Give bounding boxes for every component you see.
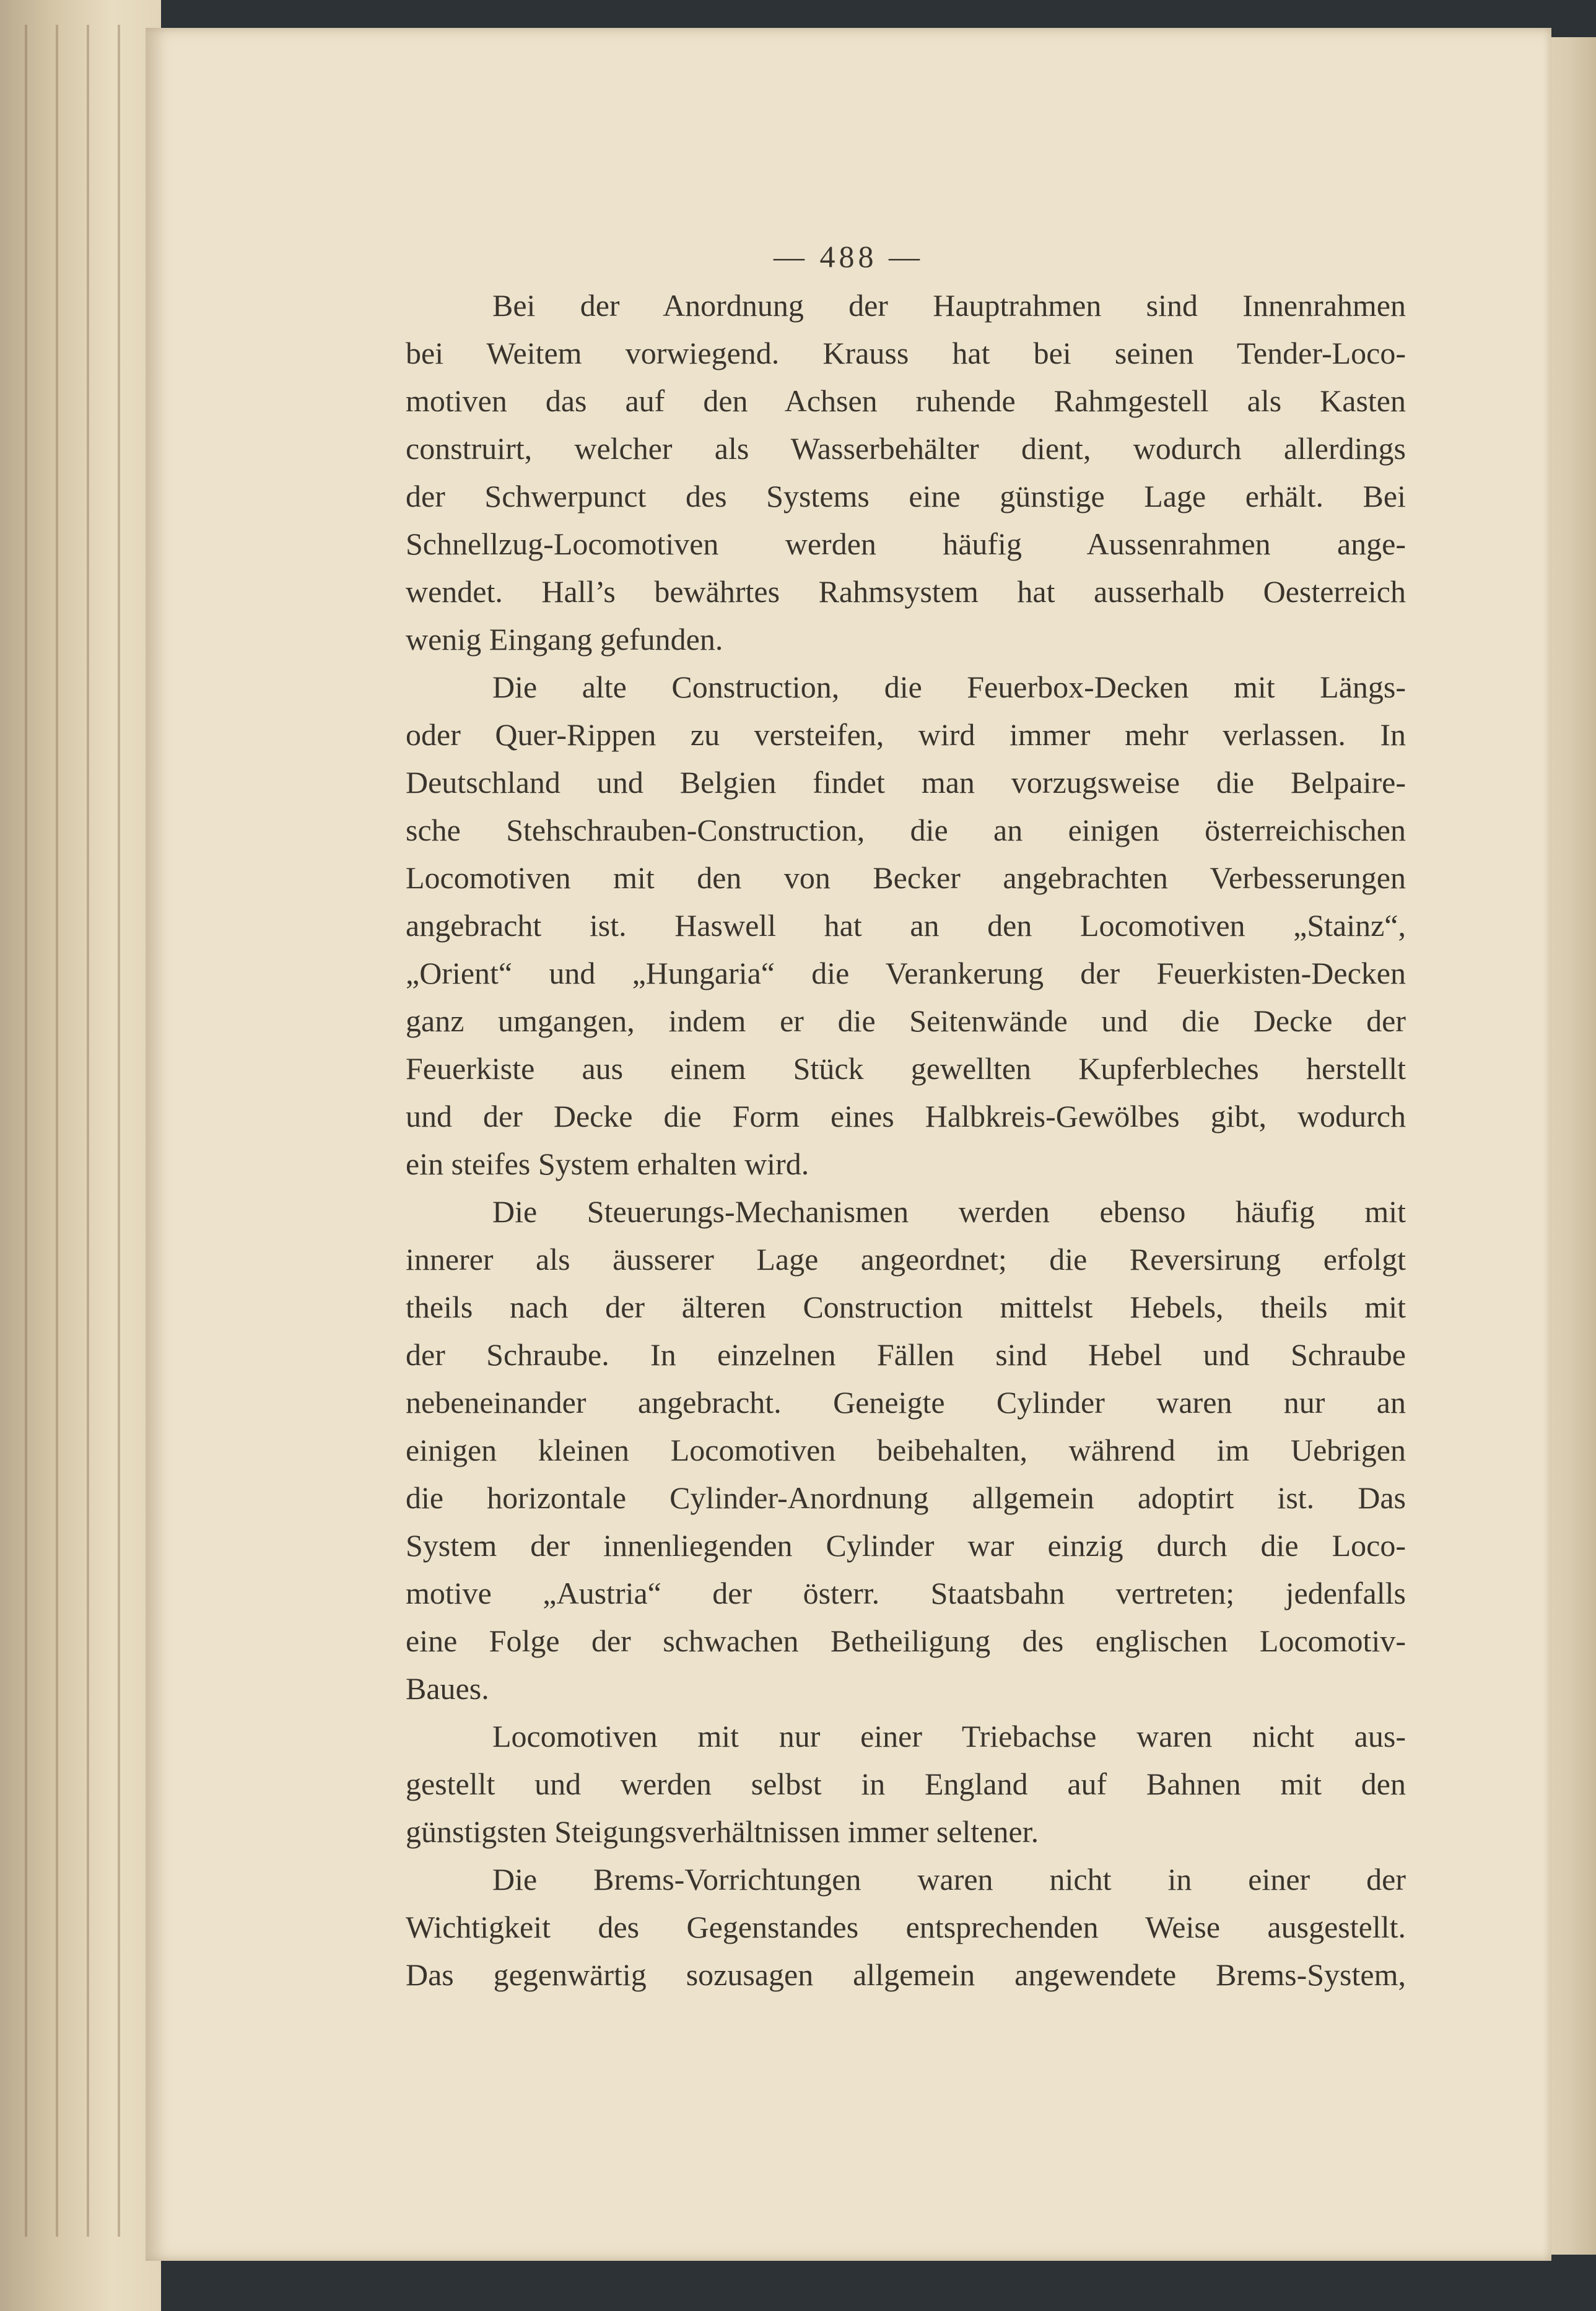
text-line: Bei der Anordnung der Hauptrahmen sind Innenrahmen (492, 288, 1406, 323)
body-text (406, 282, 1406, 1999)
text-line: theils nach der älteren Construction mittelst Hebels, theils mit (406, 1290, 1406, 1324)
text-line: motive „Austria“ der österr. Staatsbahn vertreten; jedenfalls (406, 1576, 1406, 1610)
page-number: — 488 — (774, 239, 923, 274)
text-line: System der innenliegenden Cylinder war einzig durch die Loco- (406, 1528, 1406, 1563)
text-line: nebeneinander angebracht. Geneigte Cylinder waren nur an (406, 1385, 1406, 1420)
text-line: motiven das auf den Achsen ruhende Rahmgestell als Kasten (406, 383, 1406, 418)
paragraph (406, 1188, 1406, 1713)
text-line: innerer als äusserer Lage angeordnet; die Reversirung erfolgt (406, 1242, 1406, 1277)
book-page-stack-left (0, 0, 161, 2311)
text-line: Die Brems-Vorrichtungen waren nicht in einer der (492, 1862, 1406, 1897)
text-line: bei Weitem vorwiegend. Krauss hat bei seinen Tender-Loco- (406, 336, 1406, 370)
text-line: angebracht ist. Haswell hat an den Locomotiven „Stainz“, (406, 908, 1406, 943)
text-line: gestellt und werden selbst in England auf Bahnen mit den (406, 1767, 1406, 1801)
text-line: Die Steuerungs-Mechanismen werden ebenso häufig mit (492, 1194, 1406, 1229)
text-line: Feuerkiste aus einem Stück gewellten Kupferbleches herstellt (406, 1051, 1406, 1086)
text-line: der Schraube. In einzelnen Fällen sind Hebel und Schraube (406, 1337, 1406, 1372)
paragraph (406, 1713, 1406, 1856)
text-line: ein steifes System erhalten wird. (406, 1147, 809, 1181)
text-line: Baues. (406, 1671, 489, 1706)
text-line: oder Quer-Rippen zu versteifen, wird immer mehr verlassen. In (406, 717, 1406, 752)
text-line: ganz umgangen, indem er die Seitenwände und die Decke der (406, 1003, 1406, 1038)
text-line: „Orient“ und „Hungaria“ die Verankerung der Feuerkisten-Decken (406, 956, 1406, 990)
paragraph (406, 663, 1406, 1188)
text-line: Locomotiven mit den von Becker angebrachten Verbesserungen (406, 860, 1406, 895)
text-line: Die alte Construction, die Feuerbox-Decken mit Längs- (492, 670, 1406, 704)
text-line: wenig Eingang gefunden. (406, 622, 723, 657)
text-line: und der Decke die Form eines Halbkreis-Gewölbes gibt, wodurch (406, 1099, 1406, 1134)
text-line: einigen kleinen Locomotiven beibehalten, während im Uebrigen (406, 1433, 1406, 1467)
text-line: Deutschland und Belgien findet man vorzugsweise die Belpaire- (406, 765, 1406, 800)
page-edge-line (25, 25, 27, 2237)
text-line: construirt, welcher als Wasserbehälter dient, wodurch allerdings (406, 431, 1406, 466)
text-line: Das gegenwärtig sozusagen allgemein angewendete Brems-System, (406, 1957, 1406, 1992)
text-line: Schnellzug-Locomotiven werden häufig Aussenrahmen ange- (406, 526, 1406, 561)
text-line: der Schwerpunct des Systems eine günstige Lage erhält. Bei (406, 479, 1406, 513)
page-edge-line (87, 25, 89, 2237)
page-edge-line (118, 25, 120, 2237)
text-line: eine Folge der schwachen Betheiligung des englischen Locomotiv- (406, 1623, 1406, 1658)
text-line: die horizontale Cylinder-Anordnung allgemein adoptirt ist. Das (406, 1480, 1406, 1515)
paragraph (406, 282, 1406, 663)
text-line: günstigsten Steigungsverhältnissen immer seltener. (406, 1814, 1039, 1849)
paragraph (406, 1856, 1406, 1999)
text-line: Locomotiven mit nur einer Triebachse waren nicht aus- (492, 1719, 1406, 1754)
text-line: wendet. Hall’s bewährtes Rahmsystem hat ausserhalb Oesterreich (406, 574, 1406, 609)
text-line: sche Stehschrauben-Construction, die an einigen österreichischen (406, 813, 1406, 847)
text-line: Wichtigkeit des Gegenstandes entsprechenden Weise ausgestellt. (406, 1910, 1406, 1944)
page-edge-line (56, 25, 58, 2237)
